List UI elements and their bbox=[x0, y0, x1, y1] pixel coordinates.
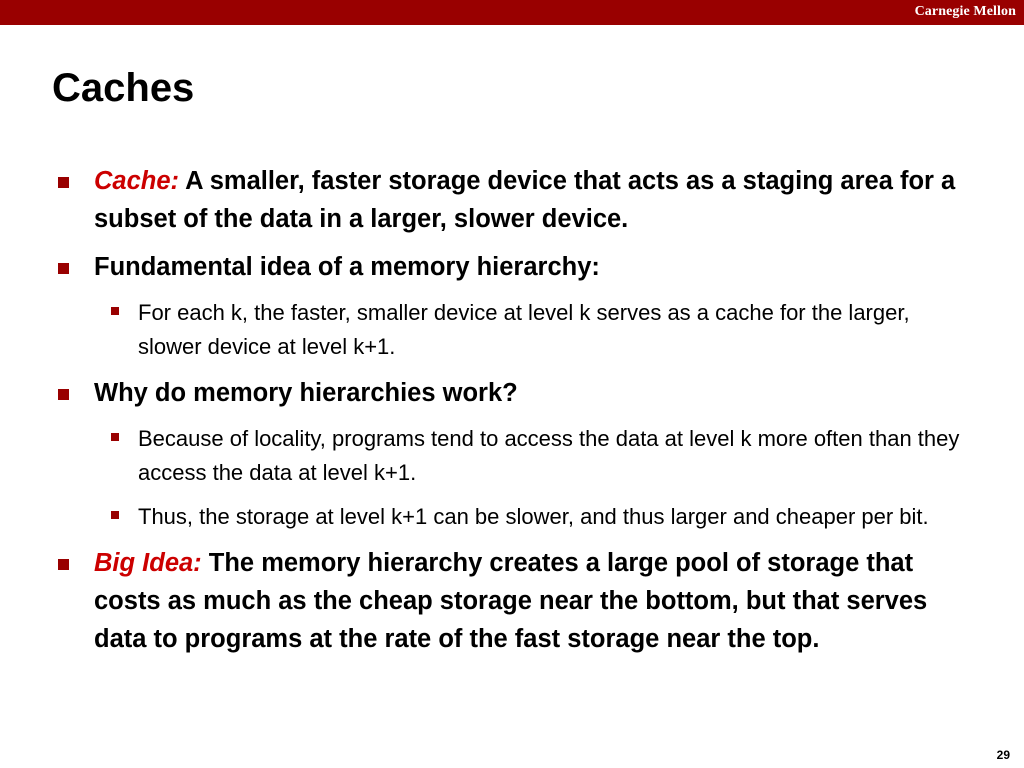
bullet-item-big-idea bbox=[56, 544, 976, 658]
sub-bullet-text: Because of locality, programs tend to access the data at level k more often than they access the data at level k+1. bbox=[138, 426, 960, 485]
slide-title: Caches bbox=[52, 66, 195, 110]
bullet-lead-label: Big Idea: bbox=[94, 549, 202, 577]
square-bullet-icon bbox=[58, 559, 69, 570]
bullet-lead-label: Cache: bbox=[94, 167, 180, 195]
square-bullet-icon bbox=[58, 263, 69, 274]
sub-bullet-item bbox=[56, 500, 976, 534]
page-number: 29 bbox=[996, 748, 1010, 762]
bullet-text: A smaller, faster storage device that acts as a staging area for a subset of the data in a larger, slower device. bbox=[94, 167, 956, 233]
square-bullet-icon bbox=[58, 389, 69, 400]
bullet-text: Fundamental idea of a memory hierarchy: bbox=[94, 253, 600, 281]
sub-bullet-item bbox=[56, 296, 976, 364]
bullet-text: The memory hierarchy creates a large pool of storage that costs as much as the cheap storage near the bottom, but that serves data to programs at the rate of the fast storage near the top. bbox=[94, 549, 928, 653]
sub-bullet-text: For each k, the faster, smaller device at level k serves as a cache for the larger, slower device at level k+1. bbox=[138, 300, 910, 359]
bullet-text: Why do memory hierarchies work? bbox=[94, 379, 518, 407]
sub-bullet-item bbox=[56, 422, 976, 490]
bullet-item-fundamental-idea bbox=[56, 248, 976, 286]
brand-label: Carnegie Mellon bbox=[914, 4, 1016, 19]
sub-bullet-text: Thus, the storage at level k+1 can be slower, and thus larger and cheaper per bit. bbox=[138, 504, 929, 529]
header-bar bbox=[0, 0, 1024, 25]
square-bullet-icon bbox=[111, 433, 119, 441]
slide-content bbox=[56, 162, 976, 668]
square-bullet-icon bbox=[111, 307, 119, 315]
square-bullet-icon bbox=[58, 177, 69, 188]
bullet-item-cache bbox=[56, 162, 976, 238]
square-bullet-icon bbox=[111, 511, 119, 519]
bullet-item-why-hierarchies-work bbox=[56, 374, 976, 412]
